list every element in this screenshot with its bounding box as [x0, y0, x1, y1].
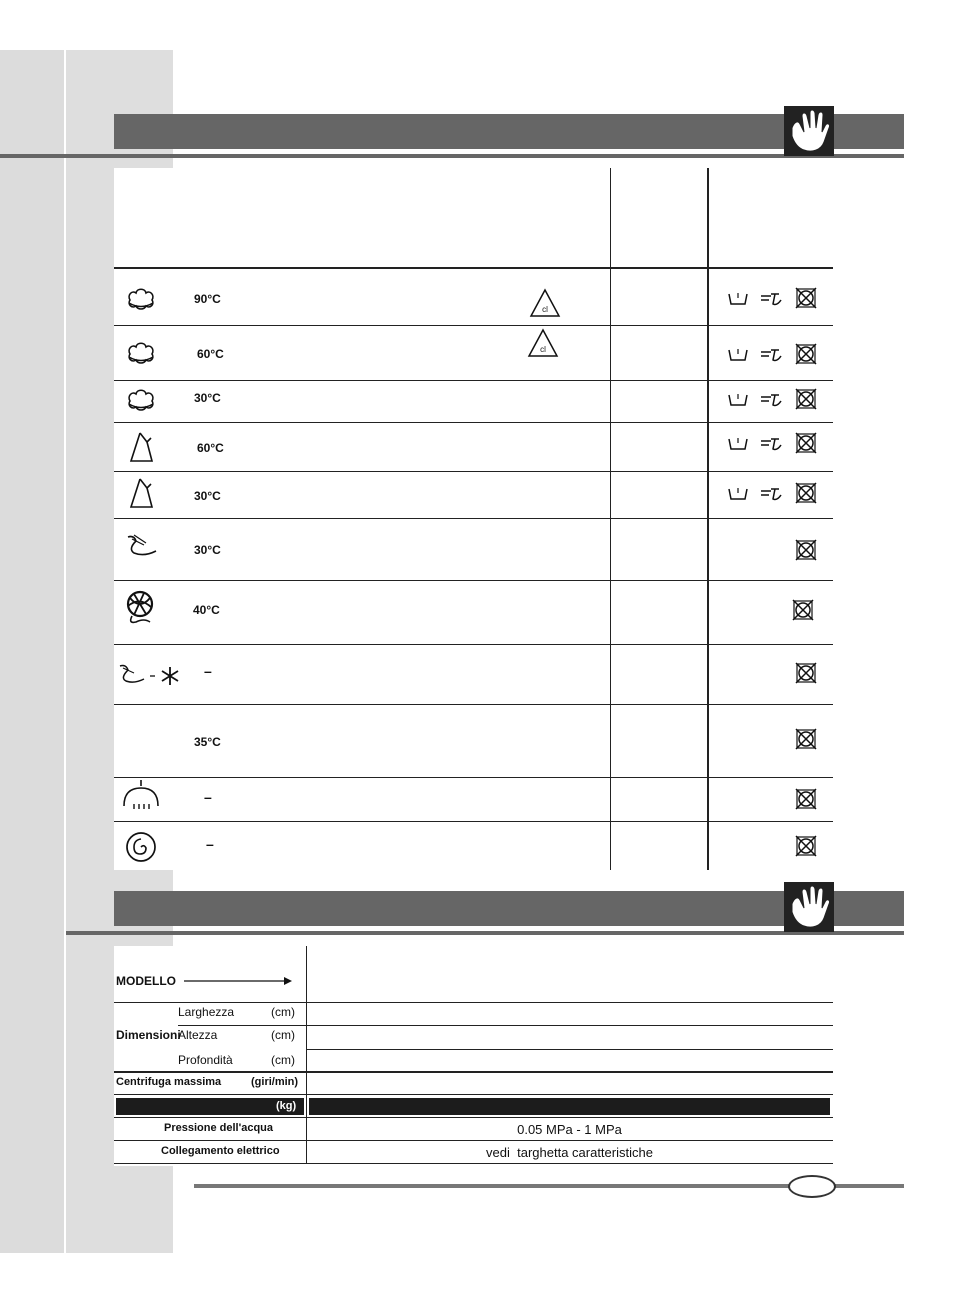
section-rule-bottom [66, 931, 904, 935]
row-divider [114, 518, 833, 519]
synthetic-icon [128, 430, 154, 464]
pressure-value: 0.05 MPa - 1 MPa [517, 1122, 622, 1137]
hand-wash-icon [784, 106, 834, 156]
row-divider [114, 325, 833, 326]
header-rule [114, 267, 833, 269]
cold-wash-icon [118, 662, 182, 688]
row-divider [114, 821, 833, 822]
row-divider [114, 704, 833, 705]
dimensions-label: Dimensioni [116, 1028, 181, 1042]
temp-label: 90°C [194, 292, 221, 306]
row-divider [114, 471, 833, 472]
column-divider-1 [610, 168, 611, 870]
row-divider [114, 644, 833, 645]
capacity-bar-right [309, 1098, 830, 1115]
temp-label: 60°C [197, 347, 224, 361]
row-divider [114, 380, 833, 381]
cycle-icons-group [727, 286, 823, 310]
left-margin-strip [0, 50, 64, 1253]
cm-unit: (cm) [271, 1053, 295, 1067]
no-tumble-dry-icon [795, 662, 817, 684]
row-divider [114, 422, 833, 423]
cycle-icons-group [727, 387, 823, 411]
chlorine-bleach-icon [527, 328, 559, 358]
cycle-icons-group [727, 342, 823, 366]
arrow-right-icon [184, 976, 294, 986]
page-number-badge [788, 1175, 836, 1198]
cotton-icon [126, 340, 156, 366]
cycle-icons-group [727, 431, 823, 455]
spec-divider [114, 1163, 833, 1164]
spec-divider [114, 1140, 833, 1141]
row-divider [114, 777, 833, 778]
temp-label: 35°C [194, 735, 221, 749]
synthetic-icon [128, 476, 154, 510]
spec-divider [178, 1025, 833, 1026]
temp-label: 30°C [194, 391, 221, 405]
row-divider [114, 580, 833, 581]
temp-label: 40°C [193, 603, 220, 617]
pressure-label: Pressione dell'acqua [164, 1122, 273, 1134]
no-tumble-dry-icon [795, 539, 817, 561]
delicate-icon [124, 531, 160, 561]
spec-divider [114, 1071, 833, 1073]
spec-divider [114, 1002, 833, 1003]
svg-text:cl: cl [540, 345, 546, 354]
height-label: Altezza [178, 1028, 218, 1042]
depth-label: Profondità [178, 1053, 233, 1067]
width-label: Larghezza [178, 1005, 235, 1019]
svg-text:cl: cl [542, 305, 548, 314]
section-rule-top [0, 154, 904, 158]
cotton-icon [126, 286, 156, 312]
wash-program-table [114, 168, 833, 870]
spec-divider [306, 1049, 833, 1050]
no-tumble-dry-icon [795, 788, 817, 810]
no-tumble-dry-icon [795, 835, 817, 857]
temp-label: – [204, 789, 212, 805]
technical-data-table [114, 946, 833, 1166]
model-label: MODELLO [116, 974, 176, 988]
temp-label: 30°C [194, 489, 221, 503]
temp-label: – [206, 836, 214, 852]
cm-unit: (cm) [271, 1028, 295, 1042]
chlorine-bleach-icon [529, 288, 561, 318]
cotton-icon [126, 387, 156, 413]
temp-label: 60°C [197, 441, 224, 455]
no-tumble-dry-icon [792, 599, 814, 621]
spin-unit: (giri/min) [251, 1076, 299, 1088]
temp-label: – [204, 663, 212, 679]
spin-icon [124, 830, 158, 864]
cycle-icons-group [727, 481, 823, 505]
spin-label: Centrifuga massima [116, 1076, 222, 1088]
rinse-icon [122, 776, 160, 814]
electric-value: vedi targhetta caratteristiche [486, 1145, 653, 1160]
temp-label: 30°C [194, 543, 221, 557]
wool-icon [122, 586, 158, 626]
kg-unit: (kg) [276, 1100, 297, 1112]
cm-unit: (cm) [271, 1005, 295, 1019]
electric-label: Collegamento elettrico [161, 1145, 280, 1157]
no-tumble-dry-icon [795, 728, 817, 750]
hand-wash-icon [784, 882, 834, 932]
spec-divider [114, 1094, 833, 1095]
column-divider-2 [707, 168, 709, 870]
spec-divider [114, 1117, 833, 1118]
